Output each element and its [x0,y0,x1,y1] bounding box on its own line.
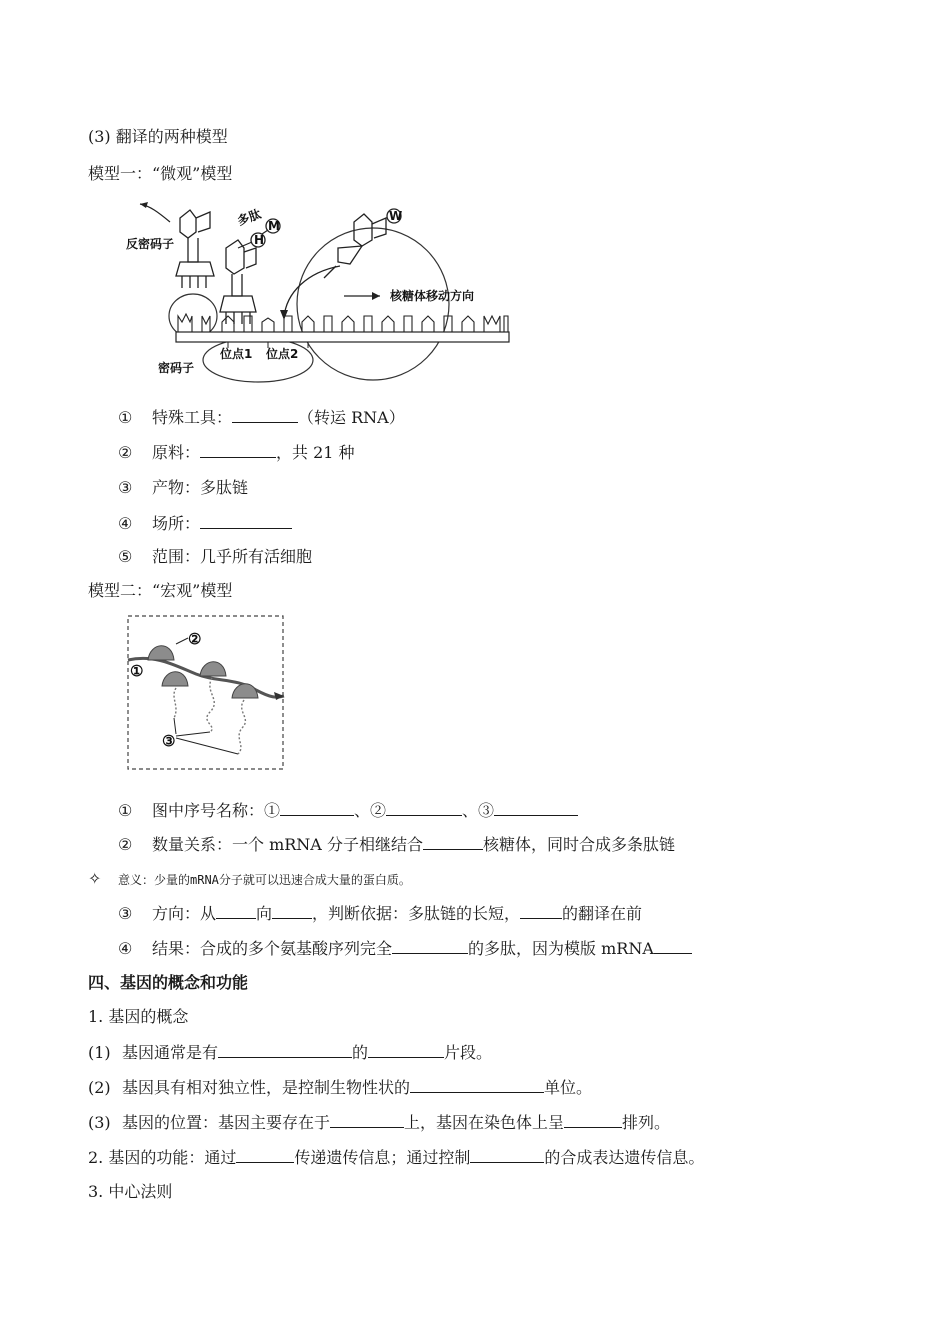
aa-h-label: H [254,233,265,247]
central-dogma-title: 3. 中心法则 [88,1182,173,1201]
trna-leaving [176,210,214,288]
polypeptide-label: 多肽 [235,206,263,229]
answer-blank[interactable] [520,903,562,919]
gene-concept-2: (2) 基因具有相对独立性，是控制生物性状的 单位。 [88,1078,593,1097]
micro-item-3: ③ 产物：多肽链 [118,478,249,497]
answer-blank[interactable] [330,1112,404,1128]
site2-label: 位点2 [266,347,299,361]
figure-macro-model [126,614,286,772]
label-2: ② [188,630,202,648]
gene-concept-1: (1) 基因通常是有 的 片段。 [88,1043,493,1062]
gene-function: 2. 基因的功能：通过 传递遗传信息；通过控制 的合成表达遗传信息。 [88,1148,705,1167]
answer-blank[interactable] [410,1077,544,1093]
answer-blank[interactable] [218,1042,352,1058]
answer-blank[interactable] [272,903,312,919]
answer-blank[interactable] [200,513,292,529]
label-1: ① [130,662,144,680]
figure-micro-model [118,192,518,384]
section-4-heading: 四、基因的概念和功能 [88,973,249,992]
answer-blank[interactable] [200,442,276,458]
answer-blank[interactable] [423,834,483,850]
subsection-1-title: 1. 基因的概念 [88,1007,189,1026]
section-heading-translation-models: (3) 翻译的两种模型 [88,127,228,146]
codon-label: 密码子 [158,361,195,375]
micro-item-4: ④ 场所： [118,513,292,534]
model-one-title: 模型一：“微观”模型 [88,164,233,183]
answer-blank[interactable] [494,800,578,816]
answer-blank[interactable] [654,938,692,954]
micro-item-5: ⑤ 范围：几乎所有活细胞 [118,547,313,566]
label-3: ③ [162,732,176,750]
answer-blank[interactable] [564,1112,622,1128]
macro-item-3: ③ 方向：从 向 ，判断依据：多肽链的长短， 的翻译在前 [118,904,643,923]
answer-blank[interactable] [236,1147,294,1163]
direction-label: 核糖体移动方向 [390,289,475,303]
macro-item-2: ② 数量关系：一个 mRNA 分子相继结合 核糖体，同时合成多条肽链 [118,835,675,854]
answer-blank[interactable] [386,800,462,816]
entry-arrow [284,266,340,318]
site1-label: 位点1 [220,347,253,361]
macro-item-1: ① 图中序号名称：① 、② 、③ [118,800,578,821]
micro-item-1: ① 特殊工具： （转运 RNA） [118,408,405,427]
answer-blank[interactable] [470,1147,544,1163]
trna-site1 [220,240,256,324]
answer-blank[interactable] [368,1042,444,1058]
answer-blank[interactable] [280,800,354,816]
ribosome-circle [297,228,449,380]
micro-item-2: ② 原料： ，共 21 种 [118,443,355,462]
mrna-strand [176,332,509,342]
trna-incoming [338,214,386,264]
gene-concept-3: (3) 基因的位置：基因主要存在于 上，基因在染色体上呈 排列。 [88,1113,671,1132]
significance-note: ✧ 意义：少量的mRNA分子就可以迅速合成大量的蛋白质。 [88,869,411,888]
macro-item-4: ④ 结果：合成的多个氨基酸序列完全 的多肽，因为模版 mRNA [118,938,692,959]
aa-m-label: M [268,219,280,233]
answer-blank[interactable] [392,938,468,954]
ribosomes [148,646,258,698]
model-two-title: 模型二：“宏观”模型 [88,581,233,600]
answer-blank[interactable] [232,407,298,423]
answer-blank[interactable] [216,903,256,919]
aa-w-label: W [389,209,403,223]
diamond-icon: ✧ [88,869,102,888]
mrna-bases [178,314,508,332]
anticodon-label: 反密码子 [126,237,175,251]
